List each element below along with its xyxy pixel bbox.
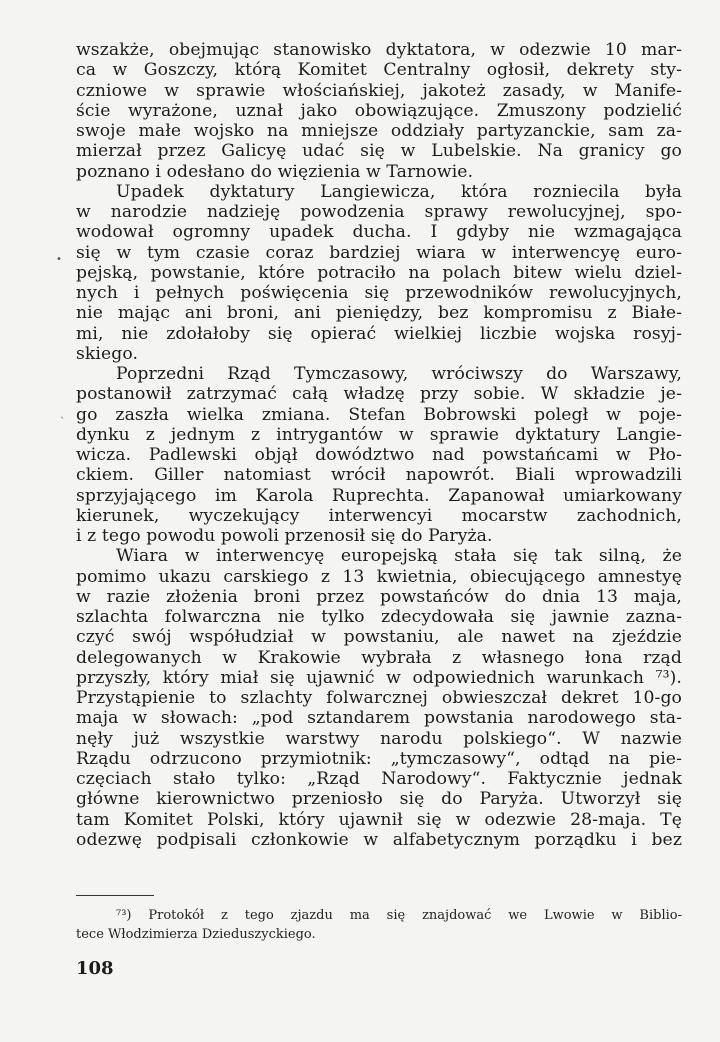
- text-line: postanowił zatrzymać całą władzę przy sobie. W składzie je-: [76, 384, 682, 405]
- footnote-line-2: tece Włodzimierza Dzieduszyckiego.: [76, 927, 316, 942]
- text-line: mierzał przez Galicyę udać się w Lubelskie. Na granicy go: [76, 141, 682, 162]
- text-line: szlachta folwarczna nie tylko zdecydowała się jawnie zazna-: [76, 607, 682, 627]
- text-line: przyszły, który miał się ujawnić w odpowiednich warunkach ⁷³).: [76, 667, 682, 688]
- margin-dot: •: [56, 254, 62, 265]
- text-line: w narodzie nadzieję powodzenia sprawy rewolucyjnej, spo-: [76, 202, 682, 222]
- text-line: w razie złożenia broni przez powstańców do dnia 13 maja,: [76, 586, 682, 607]
- text-line: nie mając ani broni, ani pieniędzy, bez kompromisu z Białe-: [76, 303, 682, 324]
- text-line: maja w słowach: „pod sztandarem powstania narodowego sta-: [76, 708, 682, 729]
- margin-tick: ˎ: [60, 408, 65, 419]
- text-line: swoje małe wojsko na mniejsze oddziały partyzanckie, sam za-: [76, 121, 682, 141]
- text-line: pomimo ukazu carskiego z 13 kwietnia, obiecującego amnestyę: [76, 566, 682, 587]
- text-line: sprzyjającego im Karola Ruprechta. Zapanował umiarkowany: [76, 485, 682, 506]
- text-line: mi, nie zdołałoby się opierać wielkiej liczbie wojska rosyj-: [76, 323, 682, 344]
- text-line: ście wyrażone, uznał jako obowiązujące. Zmuszony podzielić: [76, 100, 682, 121]
- text-line: się w tym czasie coraz bardziej wiara w interwencyę euro-: [76, 242, 682, 263]
- text-line: skiego.: [76, 343, 139, 364]
- footnote-divider: [76, 895, 154, 896]
- text-line: go zaszła wielka zmiana. Stefan Bobrowski poległ w poje-: [76, 404, 682, 425]
- text-line: delegowanych w Krakowie wybrała z własnego łona rząd: [76, 647, 682, 668]
- text-line: Wiara w interwencyę europejską stała się tak silną, że: [116, 546, 682, 567]
- text-line: Rządu odrzucono przymiotnik: „tymczasowy“, odtąd na pie-: [76, 748, 682, 769]
- text-line: i z tego powodu powoli przenosił się do Paryża.: [76, 526, 493, 546]
- text-line: wodował ogromny upadek ducha. I gdyby nie wzmagająca: [76, 222, 682, 243]
- text-line: nych i pełnych poświęcenia się przewodników rewolucyjnych,: [76, 283, 682, 303]
- text-line: główne kierownictwo przeniosło się do Paryża. Utworzył się: [76, 789, 682, 810]
- text-line: kierunek, wyczekujący interwencyi mocarstw zachodnich,: [76, 505, 682, 526]
- text-line: wicza. Padlewski objął dowództwo nad powstańcami w Pło-: [76, 445, 682, 465]
- text-line: czniowe w sprawie włościańskiej, jakoteż zasady, w Manife-: [76, 80, 682, 101]
- text-line: poznano i odesłano do więzienia w Tarnowie.: [76, 161, 474, 182]
- text-line: wszakże, obejmując stanowisko dyktatora, w odezwie 10 mar-: [76, 40, 682, 60]
- text-line: Przystąpienie to szlachty folwarcznej obwieszczał dekret 10-go: [76, 688, 682, 708]
- text-line: nęły już wszystkie warstwy narodu polskiego“. W nazwie: [76, 728, 682, 749]
- page-number: 108: [76, 958, 114, 979]
- text-line: ca w Goszczy, którą Komitet Centralny ogłosił, dekrety sty-: [76, 60, 682, 81]
- text-line: Upadek dyktatury Langiewicza, która rozniecila była: [116, 181, 682, 202]
- text-line: tam Komitet Polski, który ujawnił się w odezwie 28-maja. Tę: [76, 809, 682, 830]
- text-line: Poprzedni Rząd Tymczasowy, wróciwszy do Warszawy,: [116, 364, 682, 384]
- body-text: [76, 40, 682, 850]
- text-line: czyć swój współudział w powstaniu, ale nawet na zjeździe: [76, 627, 682, 648]
- text-line: odezwę podpisali członkowie w alfabetycznym porządku i bez: [76, 829, 682, 850]
- text-line: dynku z jednym z intrygantów w sprawie dyktatury Langie-: [76, 424, 682, 445]
- footnote-line-1: ⁷³) Protokół z tego zjazdu ma się znajdować we Lwowie w Biblio-: [116, 908, 682, 923]
- text-line: pejską, powstanie, które potraciło na polach bitew wielu dziel-: [76, 262, 682, 283]
- text-line: częciach stało tylko: „Rząd Narodowy“. Faktycznie jednak: [76, 769, 682, 789]
- footnote: [76, 906, 682, 944]
- text-line: ckiem. Giller natomiast wrócił napowrót. Biali wprowadzili: [76, 465, 682, 486]
